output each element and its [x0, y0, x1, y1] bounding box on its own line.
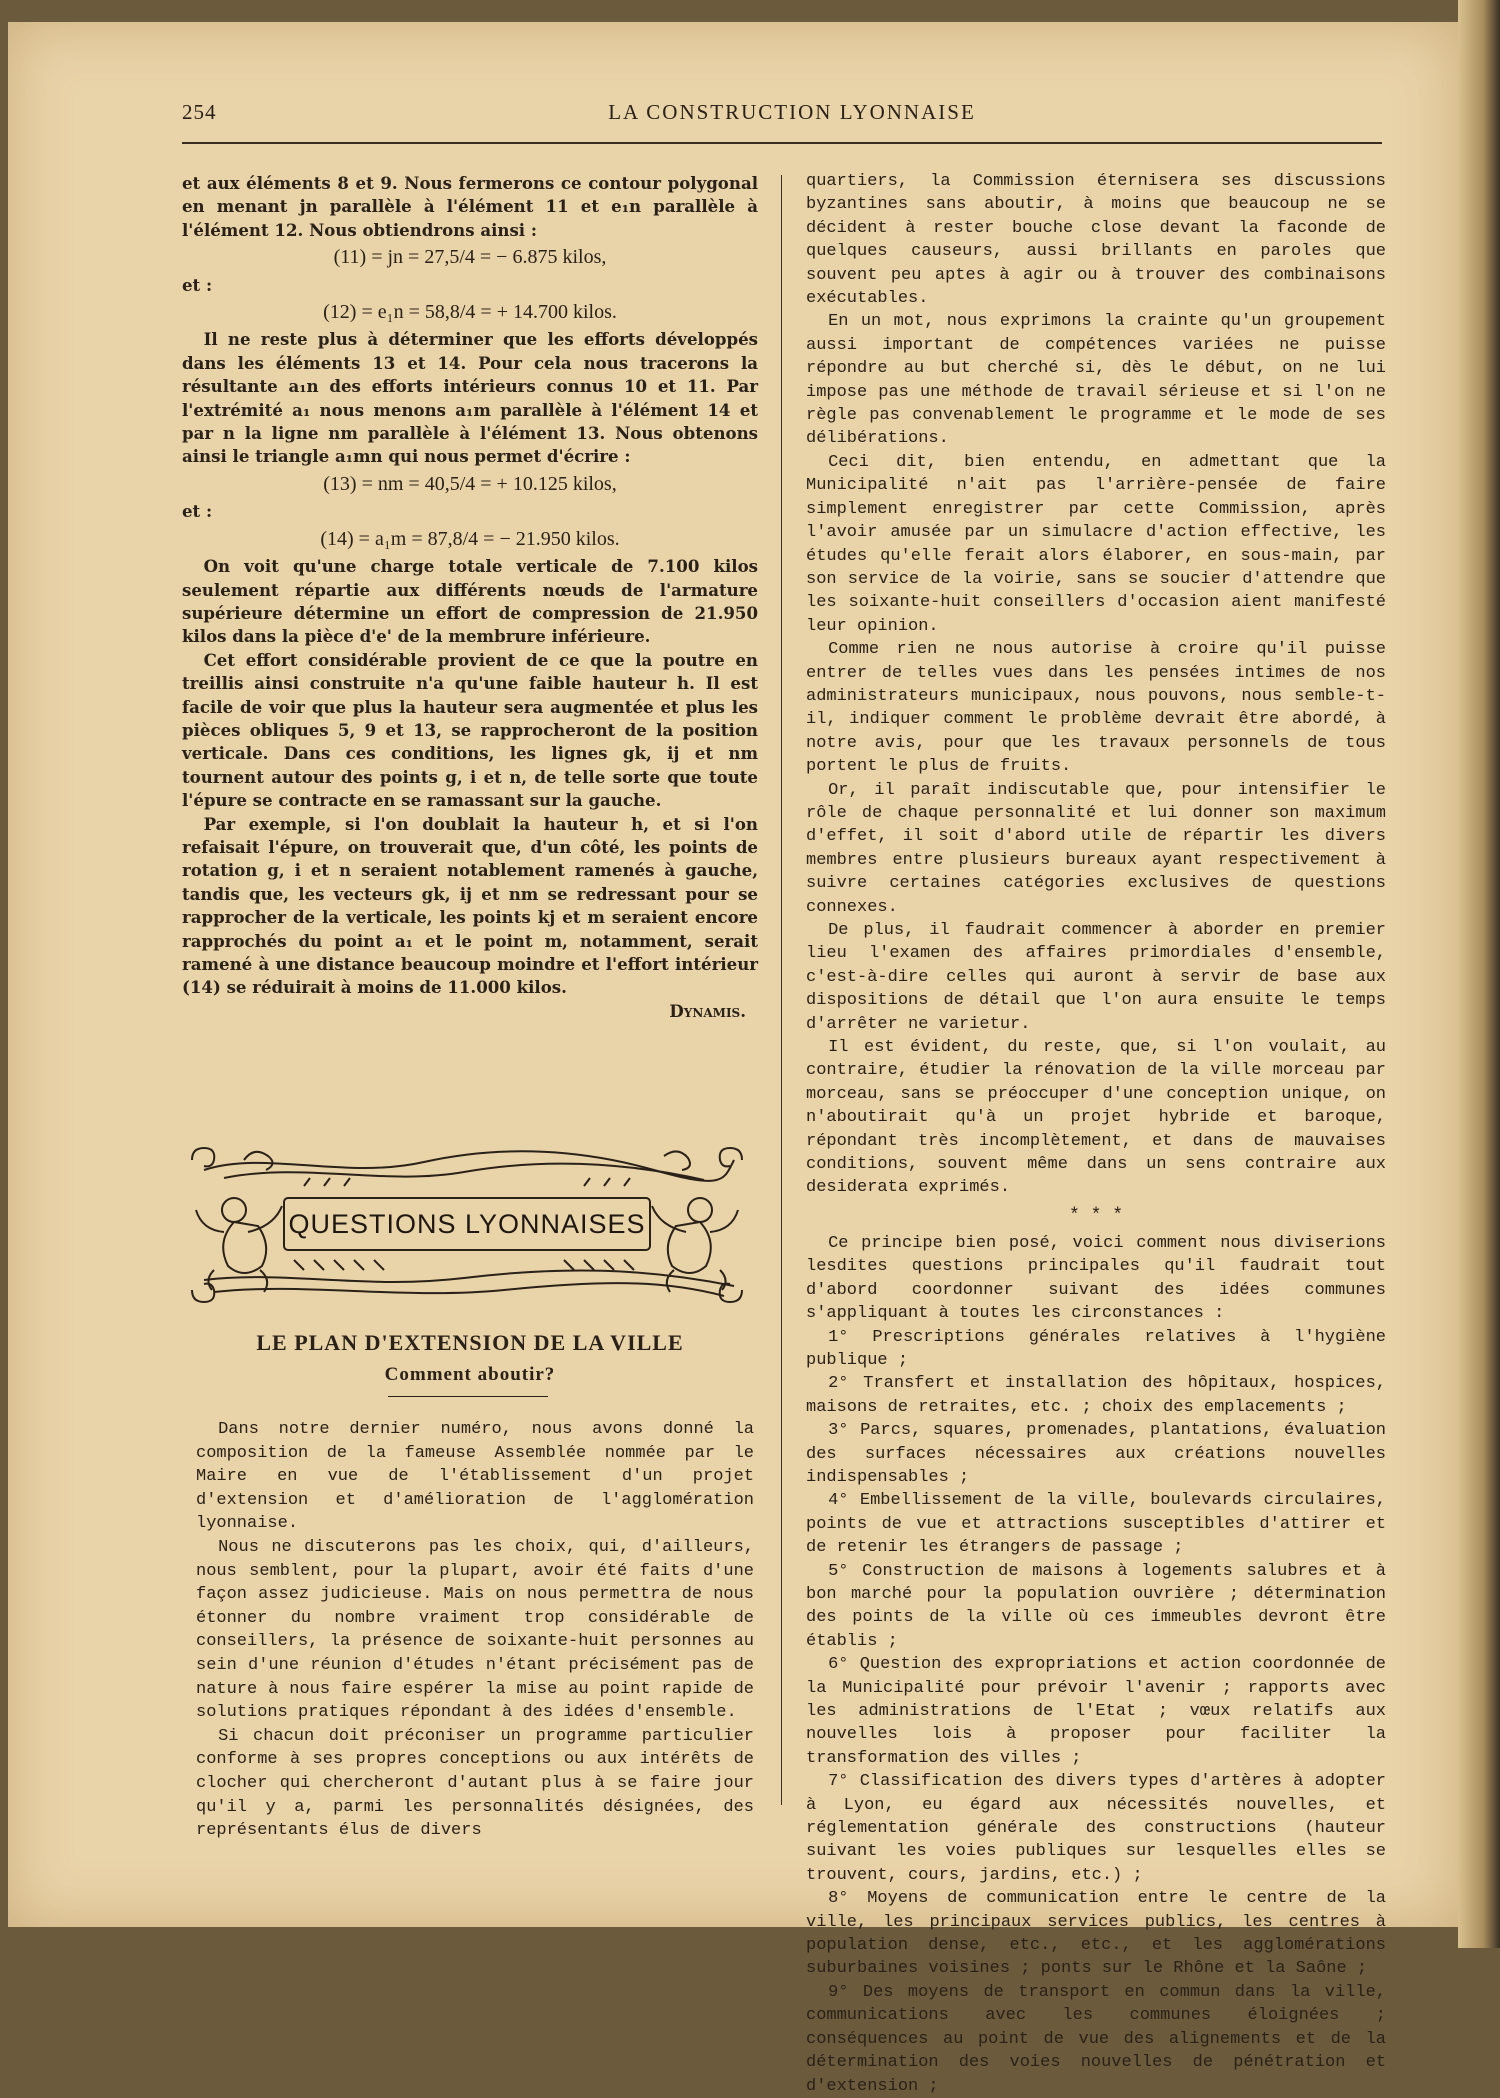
paragraph: Or, il paraît indiscutable que, pour intensifier le rôle de chaque personnalité et lui donner son maximum d'effet, il soit d'abord utile de répartir les divers membres entre plusieurs bureaux ayant respectivement à suivre certaines catégories exclusives de questions connexes.	[806, 780, 1386, 917]
paragraph: et aux éléments 8 et 9. Nous fermerons ce contour polygonal en menant jn parallèle à l'élément 11 et e₁n parallèle à l'élément 12. Nous obtiendrons ainsi :	[182, 173, 758, 240]
page-edge	[1458, 0, 1500, 1948]
paragraph: En un mot, nous exprimons la crainte qu'un groupement aussi important de compétences variées ne puisse répondre au but cherché si, dès le début, on ne lui impose pas une méthode de travail sérieuse et si l'on ne règle pas convenablement le programme et le mode de ses délibérations.	[806, 312, 1386, 449]
article-subtitle: Comment aboutir?	[384, 1364, 556, 1385]
section-banner	[184, 1140, 750, 1310]
equation-14: (14) = a₁m = 87,8/4 = − 21.950 kilos.	[320, 527, 620, 550]
paragraph: De plus, il faudrait commencer à aborder en premier lieu l'examen des affaires primordiales d'ensemble, c'est-à-dire celles qui auront à servir de base aux dispositions de détail que l'on aura ensuite le temps d'arrêter ne varietur.	[806, 921, 1386, 1034]
list-item: 3° Parcs, squares, promenades, plantations, évaluation des surfaces nécessaires aux créations nouvelles indispensables ;	[806, 1421, 1386, 1487]
list-item: 2° Transfert et installation des hôpitaux, hospices, maisons de retraites, etc. ; choix des emplacements ;	[806, 1374, 1386, 1417]
list-item: 8° Moyens de communication entre le centre de la ville, les principaux services publics, les centres à population dense, etc., etc., et les agglomérations suburbaines voisines ; ponts sur le Rhône et la Saône ;	[806, 1889, 1386, 1979]
list-item: 6° Question des expropriations et action coordonnée de la Municipalité pour prévoir l'avenir ; rapports avec les administrations de l'Etat ; vœux relatifs aux nouvelles lois à proposer pour faciliter la transformation des villes ;	[806, 1655, 1386, 1768]
header-rule	[182, 142, 1382, 144]
paragraph: Si chacun doit préconiser un programme particulier conforme à ses propres conceptions ou aux intérêts de clocher qui chercheront d'autant plus à se faire jour qu'il y a, parmi les personnalités désignées, des représentants élus de divers	[196, 1726, 754, 1841]
paragraph: Il ne reste plus à déterminer que les efforts développés dans les éléments 13 et 14. Pour cela nous tracerons la résultante a₁n des efforts intérieurs connus 10 et 11. Par l'extrémité a₁ nous menons a₁m parallèle à l'élément 14 et par n la ligne nm parallèle à l'élément 13. Nous obtenons ainsi le triangle a₁mn qui nous permet d'écrire :	[182, 329, 758, 467]
list-item: 7° Classification des divers types d'artères à adopter à Lyon, eu égard aux nécessités nouvelles, et réglementation générale des constructions (hauteur suivant les voies publiques sur lesquelles elles se trouvent, cours, jardins, etc.) ;	[806, 1772, 1386, 1885]
paragraph: Nous ne discuterons pas les choix, qui, d'ailleurs, nous semblent, pour la plupart, avoir été faits d'une façon assez judicieuse. Mais on nous permettra de nous étonner du nombre vraiment trop considérable de conseillers, la présence de soixante-huit personnes au sein d'une réunion d'études n'étant précisément pas de nature à nous faire espérer la mise au point rapide de solutions pratiques répondant à des idées d'ensemble.	[196, 1537, 754, 1723]
banner-title: QUESTIONS LYONNAISES	[288, 1208, 646, 1239]
paragraph: Il est évident, du reste, que, si l'on voulait, au contraire, étudier la rénovation de la ville morceau par morceau, sans se préoccuper d'une conception unique, on n'aboutirait qu'à un projet hybride et baroque, répondant très incomplètement, et dans de mauvaises conditions, souvent même dans un sens contraire aux desiderata exprimés.	[806, 1038, 1386, 1198]
left-column	[182, 172, 758, 1023]
paragraph: Cet effort considérable provient de ce que la poutre en treillis ainsi construite n'a qu'une faible hauteur h. Il est facile de voir que plus la hauteur sera augmentée et plus les pièces obliques 5, 9 et 13, se rapprocheront de la position verticale. Dans ces conditions, les lignes gk, ij et nm tournent autour des points g, i et n, de telle sorte que toute l'épure se contracte en se ramassant sur la gauche.	[182, 649, 758, 811]
paragraph: On voit qu'une charge totale verticale de 7.100 kilos seulement répartie aux différents nœuds de l'armature supérieure détermine un effort de compression de 21.950 kilos dans la pièce d'e' de la membrure inférieure.	[182, 556, 758, 647]
article-title: LE PLAN D'EXTENSION DE LA VILLE	[256, 1330, 684, 1355]
equation-connector: et :	[182, 274, 213, 295]
column-rule	[781, 175, 782, 1805]
section-stars: * * *	[1068, 1205, 1123, 1226]
equation-12: (12) = e₁n = 58,8/4 = + 14.700 kilos.	[323, 301, 617, 324]
page-header	[182, 100, 1382, 134]
paragraph: Comme rien ne nous autorise à croire qu'il puisse entrer de telles vues dans les pensées intimes de nos administrateurs municipaux, nous pouvons, nous semble-t-il, indiquer comment le problème devrait être abordé, à notre avis, pour que les travaux personnels de tous portent le plus de fruits.	[806, 640, 1386, 777]
running-title: LA CONSTRUCTION LYONNAISE	[608, 100, 976, 124]
list-item: 1° Prescriptions générales relatives à l'hygiène publique ;	[806, 1327, 1386, 1370]
list-item: 4° Embellissement de la ville, boulevards circulaires, points de vue et attractions susceptibles d'attirer et de retenir les étrangers de passage ;	[806, 1491, 1386, 1558]
author-signature: Dynamis.	[669, 1000, 746, 1021]
paragraph: Ce principe bien posé, voici comment nous diviserions lesdites questions principales qu'il faudrait tout d'abord coordonner suivant des idées communes s'appliquant à toutes les circonstances :	[806, 1233, 1386, 1324]
list-item: 5° Construction de maisons à logements salubres et à bon marché pour la population ouvrière ; détermination des points de la ville où ces immeubles devront être établis ;	[806, 1561, 1386, 1651]
article-left-column	[196, 1418, 754, 1843]
equation-13: (13) = nm = 40,5/4 = + 10.125 kilos,	[323, 472, 617, 495]
paragraph: Dans notre dernier numéro, nous avons donné la composition de la fameuse Assemblée nommée par le Maire en vue de l'établissement d'un projet d'extension et d'amélioration de l'agglomération lyonnaise.	[196, 1420, 754, 1534]
page-number: 254	[182, 100, 217, 124]
right-column	[806, 170, 1386, 2098]
paragraph: quartiers, la Commission éternisera ses discussions byzantines sans aboutir, à moins que beaucoup ne se décident à rester bouche close devant la faconde de quelques causeurs, aussi brillants en paroles que souvent peu aptes à agir ou à trouver des combinaisons exécutables.	[806, 172, 1386, 309]
paragraph: Ceci dit, bien entendu, en admettant que la Municipalité n'ait pas l'arrière-pensée de faire simplement enregistrer par cette Commission, après l'avoir amusée par un simulacre d'action effective, les études qu'elle ferait alors élaborer, en sous-main, par son service de la voirie, sans se soucier d'attendre que les soixante-huit conseillers d'occasion aient manifesté leur opinion.	[806, 452, 1386, 636]
equation-connector: et :	[182, 501, 213, 522]
equation-11: (11) = jn = 27,5/4 = − 6.875 kilos,	[333, 246, 607, 269]
title-rule	[388, 1396, 548, 1397]
paragraph: Par exemple, si l'on doublait la hauteur h, et si l'on refaisait l'épure, on trouverait que, d'un côté, les points de rotation g, i et n seraient notablement ramenés à gauche, tandis que, les vecteurs gk, ij et nm se redressant pour se rapprocher de la verticale, les points kj et m seraient encore rapprochés du point a₁ et le point m, notamment, serait ramené à une distance beaucoup moindre et l'effort intérieur (14) se réduirait à moins de 11.000 kilos.	[182, 813, 758, 998]
list-item: 9° Des moyens de transport en commun dans la ville, communications avec les communes éloignées ; conséquences au point de vue des alignements et de la détermination des voies nouvelles de pénétration et d'extension ;	[806, 1982, 1386, 2096]
